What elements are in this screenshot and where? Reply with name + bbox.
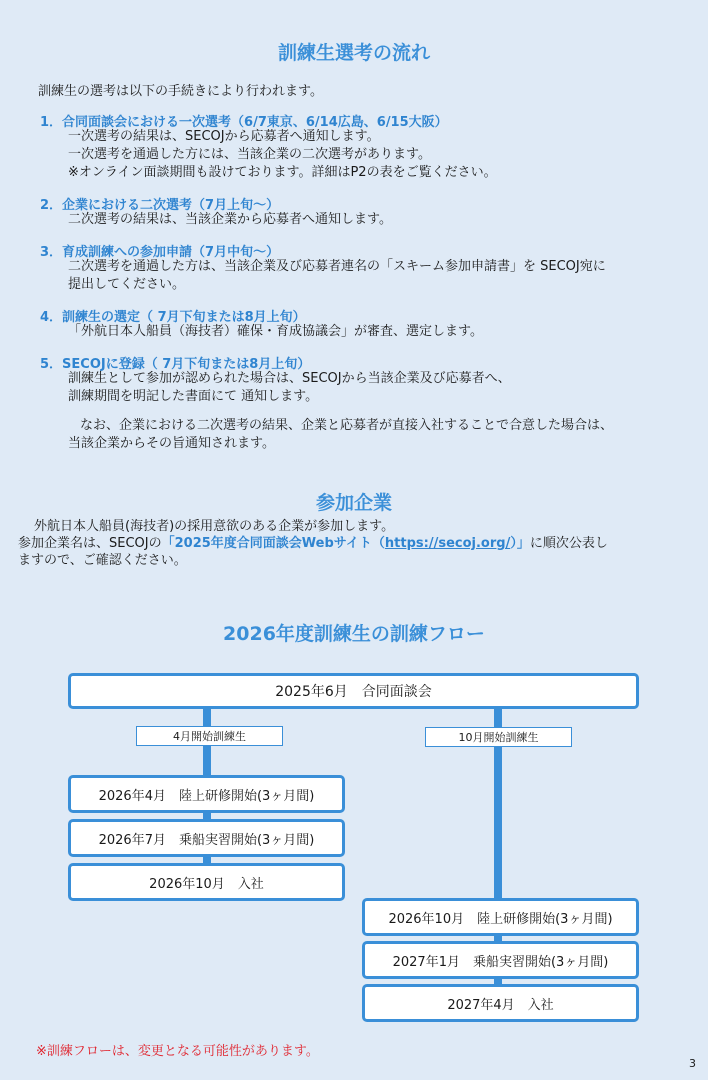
- step-5-title: 5．SECOJに登録（ 7月下旬または8月上旬）: [40, 357, 311, 372]
- step-1-line-2: 一次選考を通過した方には、当該企業の二次選考があります。: [68, 147, 431, 162]
- flow-right-step-1: 2026年10月 陸上研修開始(3ヶ月間): [362, 898, 639, 936]
- website-link-suffix[interactable]: ）」: [510, 536, 530, 551]
- flow-right-step-3: 2027年4月 入社: [362, 984, 639, 1022]
- step-5-line-2: 訓練期間を明記した書面にて 通知します。: [68, 389, 319, 404]
- step-2-title: 2．企業における二次選考（7月上旬～）: [40, 198, 280, 213]
- companies-website-link-text[interactable]: [162, 536, 530, 551]
- selection-intro: 訓練生の選考は以下の手続きにより行われます。: [38, 84, 323, 99]
- companies-line-2: [18, 535, 608, 553]
- step-1-title: 1．合同面談会における一次選考（6/7東京、6/14広島、6/15大阪）: [40, 115, 448, 130]
- step-1-line-1: 一次選考の結果は、SECOJから応募者へ通知します。: [68, 129, 380, 144]
- flow-left-step-1: 2026年4月 陸上研修開始(3ヶ月間): [68, 775, 345, 813]
- website-link-prefix[interactable]: 「2025年度合同面談会Webサイト（: [161, 536, 385, 551]
- step-3-title: 3．育成訓練への参加申請（7月中旬～）: [40, 245, 280, 260]
- selection-title: 訓練生選考の流れ: [277, 42, 430, 64]
- flow-left-label: 4月開始訓練生: [136, 726, 283, 746]
- step-4-title: 4．訓練生の選定（ 7月下旬または8月上旬）: [40, 310, 306, 325]
- flow-left-step-2: 2026年7月 乗船実習開始(3ヶ月間): [68, 819, 345, 857]
- step-5-line-1: 訓練生として参加が認められた場合は、SECOJから当該企業及び応募者へ、: [68, 371, 511, 386]
- selection-note-line-2: 当該企業からその旨通知されます。: [68, 436, 275, 451]
- flow-top-box: 2025年6月 合同面談会: [68, 673, 639, 709]
- step-1-line-3: ※オンライン面談期間も設けております。詳細はP2の表をご覧ください。: [68, 165, 497, 180]
- step-4-line-1: 「外航日本人船員（海技者）確保・育成協議会」が審査、選定します。: [68, 324, 483, 339]
- companies-line-2-prefix: 参加企業名は、SECOJの: [18, 536, 162, 551]
- companies-title: 参加企業: [315, 492, 392, 514]
- flow-title: 2026年度訓練生の訓練フロー: [223, 623, 485, 645]
- page-number: 3: [689, 1057, 696, 1070]
- companies-line-2-suffix: に順次公表し: [529, 536, 608, 551]
- step-2-line-1: 二次選考の結果は、当該企業から応募者へ通知します。: [68, 212, 392, 227]
- flow-disclaimer: ※訓練フローは、変更となる可能性があります。: [36, 1044, 319, 1059]
- companies-line-3: ますので、ご確認ください。: [18, 553, 187, 568]
- flow-right-label: 10月開始訓練生: [425, 727, 572, 747]
- companies-line-1: 外航日本人船員(海技者)の採用意欲のある企業が参加します。: [34, 519, 395, 534]
- step-3-line-1: 二次選考を通過した方は、当該企業及び応募者連名の「スキーム参加申請書」を SECOJ宛に: [68, 259, 606, 274]
- step-3-line-2: 提出してください。: [68, 277, 186, 292]
- flow-left-step-3: 2026年10月 入社: [68, 863, 345, 901]
- website-url-link[interactable]: https://secoj.org/: [384, 536, 511, 551]
- selection-note-line-1: なお、企業における二次選考の結果、企業と応募者が直接入社することで合意した場合は、: [80, 418, 614, 433]
- flow-right-step-2: 2027年1月 乗船実習開始(3ヶ月間): [362, 941, 639, 979]
